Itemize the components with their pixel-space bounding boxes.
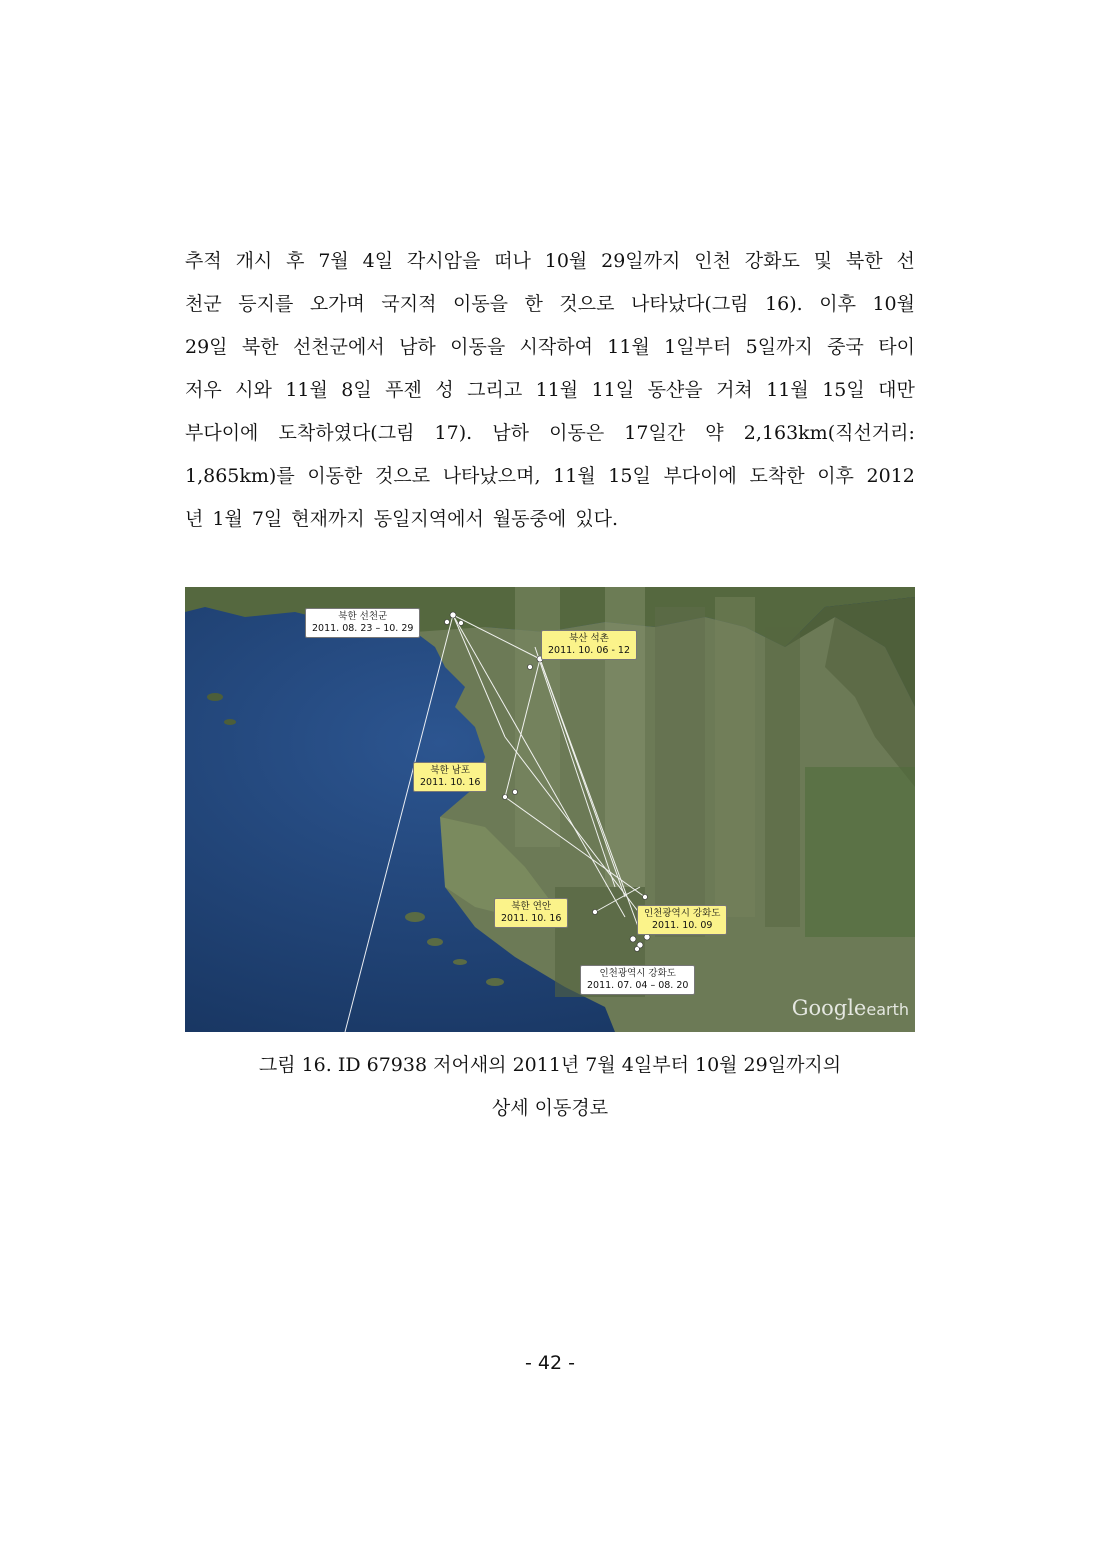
callout-name: 인천광역시 강화도 bbox=[644, 908, 721, 919]
paragraph-word: 타이 bbox=[878, 336, 915, 358]
paragraph-word: 부다이에 bbox=[185, 422, 259, 444]
paragraph-word: 29일까지 bbox=[601, 250, 681, 272]
paragraph-word: 4일 bbox=[362, 250, 394, 272]
paragraph-word: 10월 bbox=[872, 293, 915, 315]
paragraph-word: 2,163km(직선거리: bbox=[743, 422, 915, 444]
island bbox=[405, 912, 425, 922]
paragraph-word: 남하 bbox=[492, 422, 530, 444]
paragraph-word: 이동을 bbox=[450, 336, 506, 358]
paragraph-word: 북한 bbox=[241, 336, 279, 358]
paragraph-word: 동샨을 bbox=[647, 379, 703, 401]
paragraph-word: 시작하여 bbox=[519, 336, 593, 358]
callout-date: 2011. 10. 16 bbox=[501, 913, 562, 924]
paragraph-word: 중국 bbox=[827, 336, 864, 358]
paragraph-word: 선 bbox=[896, 250, 915, 272]
paragraph-word: 1일부터 bbox=[664, 336, 732, 358]
paragraph-line bbox=[185, 283, 915, 326]
paragraph-line bbox=[185, 412, 915, 455]
paragraph-word: 현재까지 bbox=[291, 508, 365, 530]
paragraph-line bbox=[185, 369, 915, 412]
callout-ganghwa-2 bbox=[580, 965, 695, 995]
paragraph-word: 도착한 bbox=[749, 465, 805, 487]
paragraph-word: 17). bbox=[434, 422, 473, 444]
paragraph-word: 1,865km)를 bbox=[185, 465, 295, 487]
paragraph-word: 북한 bbox=[845, 250, 883, 272]
callout-ganghwa-1 bbox=[637, 905, 727, 935]
paragraph-word: 16). bbox=[765, 293, 803, 315]
imagery-strip bbox=[515, 587, 560, 847]
paragraph-word: 15일 bbox=[822, 379, 865, 401]
google-earth-watermark bbox=[792, 996, 909, 1020]
paragraph-word: 시와 bbox=[235, 379, 272, 401]
paragraph-word: 29일 bbox=[185, 336, 228, 358]
island bbox=[224, 719, 236, 725]
migration-map-figure bbox=[185, 587, 915, 1032]
callout-date: 2011. 10. 16 bbox=[420, 777, 481, 788]
paragraph-word: 남하 bbox=[399, 336, 436, 358]
figure-caption-line1: 그림 16. ID 67938 저어새의 2011년 7월 4일부터 10월 29일까지의 bbox=[258, 1054, 842, 1076]
paragraph-word: 11월 bbox=[535, 379, 579, 401]
paragraph-word: 것으로 bbox=[375, 465, 431, 487]
paragraph-line bbox=[185, 240, 915, 283]
callout-yeonan bbox=[494, 898, 568, 928]
page-number: - 42 - bbox=[525, 1352, 575, 1374]
callout-date: 2011. 07. 04 – 08. 20 bbox=[587, 980, 689, 991]
paragraph-word: 천군 bbox=[185, 293, 222, 315]
paragraph-word: 추적 bbox=[185, 250, 222, 272]
paragraph-word: 11월 bbox=[607, 336, 650, 358]
watermark-brand: Google bbox=[791, 996, 867, 1020]
callout-name: 북산 석촌 bbox=[569, 633, 609, 644]
paragraph-word: 나타났다(그림 bbox=[631, 293, 749, 315]
imagery-strip bbox=[655, 607, 705, 937]
paragraph-word: 11월 bbox=[285, 379, 328, 401]
paragraph-word: 대만 bbox=[878, 379, 915, 401]
callout-sincheon bbox=[305, 608, 420, 638]
paragraph-word: 선천군에서 bbox=[292, 336, 385, 358]
imagery-strip bbox=[765, 627, 800, 927]
paragraph-word: 강화도 bbox=[744, 250, 800, 272]
paragraph-word: 그리고 bbox=[467, 379, 523, 401]
paragraph-word: 거쳐 bbox=[716, 379, 753, 401]
island bbox=[453, 959, 467, 965]
callout-seokchon bbox=[541, 630, 637, 660]
paragraph-word: 푸젠 bbox=[385, 379, 422, 401]
paragraph-word: 11월 bbox=[766, 379, 809, 401]
island bbox=[486, 978, 504, 986]
paragraph-word: 후 bbox=[286, 250, 305, 272]
callout-nampo bbox=[413, 762, 487, 792]
paragraph-word: 이동을 bbox=[452, 293, 509, 315]
paragraph-word: 국지적 bbox=[381, 293, 437, 315]
paragraph-word: 이동은 bbox=[549, 422, 605, 444]
paragraph-word: 인천 bbox=[694, 250, 731, 272]
paragraph-word: 도착하였다(그림 bbox=[278, 422, 415, 444]
callout-date: 2011. 08. 23 – 10. 29 bbox=[312, 623, 414, 634]
paragraph-word: 등지를 bbox=[238, 293, 294, 315]
imagery-strip bbox=[805, 767, 915, 937]
body-paragraph bbox=[185, 240, 915, 541]
paragraph-word: 년 bbox=[185, 508, 204, 530]
paragraph-word: 개시 bbox=[235, 250, 273, 272]
paragraph-word: 15일 bbox=[608, 465, 651, 487]
watermark-product: earth bbox=[866, 1000, 909, 1019]
paragraph-word: 이후 bbox=[819, 293, 856, 315]
paragraph-word: 부다이에 bbox=[663, 465, 737, 487]
paragraph-word: 10월 bbox=[544, 250, 588, 272]
island bbox=[427, 938, 443, 946]
paragraph-line bbox=[185, 326, 915, 369]
paragraph-line bbox=[185, 498, 915, 541]
paragraph-line bbox=[185, 455, 915, 498]
paragraph-word: 및 bbox=[813, 250, 833, 272]
paragraph-word: 것으로 bbox=[559, 293, 615, 315]
callout-date: 2011. 10. 06 - 12 bbox=[548, 645, 630, 656]
paragraph-word: 17일간 bbox=[624, 422, 686, 444]
paragraph-word: 이후 bbox=[817, 465, 854, 487]
paragraph-word: 7일 bbox=[251, 508, 283, 530]
paragraph-word: 오가며 bbox=[309, 293, 365, 315]
paragraph-word: 나타났으며, bbox=[442, 465, 541, 487]
paragraph-word: 각시암을 bbox=[406, 250, 481, 272]
figure-caption-line2: 상세 이동경로 bbox=[491, 1097, 609, 1119]
paragraph-word: 이동한 bbox=[307, 465, 363, 487]
paragraph-word: 11월 bbox=[553, 465, 596, 487]
paragraph-word: 7월 bbox=[318, 250, 349, 272]
paragraph-word: 있다. bbox=[575, 508, 618, 530]
callout-name: 인천광역시 강화도 bbox=[599, 968, 676, 979]
callout-name: 북한 남포 bbox=[430, 765, 471, 776]
paragraph-word: 11일 bbox=[591, 379, 635, 401]
paragraph-word: 떠나 bbox=[494, 250, 531, 272]
callout-name: 북한 선천군 bbox=[338, 611, 388, 622]
paragraph-word: 저우 bbox=[185, 379, 222, 401]
island bbox=[207, 693, 223, 701]
paragraph-word: 성 bbox=[435, 379, 454, 401]
paragraph-word: 동일지역에서 bbox=[373, 508, 484, 530]
paragraph-word: 5일까지 bbox=[745, 336, 813, 358]
callout-name: 북한 연안 bbox=[511, 901, 552, 912]
paragraph-word: 한 bbox=[524, 293, 543, 315]
paragraph-word: 8일 bbox=[341, 379, 372, 401]
callout-date: 2011. 10. 09 bbox=[652, 920, 713, 931]
paragraph-word: 월동중에 bbox=[492, 508, 567, 530]
paragraph-word: 약 bbox=[705, 422, 724, 444]
imagery-strip bbox=[715, 597, 755, 917]
paragraph-word: 2012 bbox=[866, 465, 915, 487]
paragraph-word: 1월 bbox=[212, 508, 243, 530]
